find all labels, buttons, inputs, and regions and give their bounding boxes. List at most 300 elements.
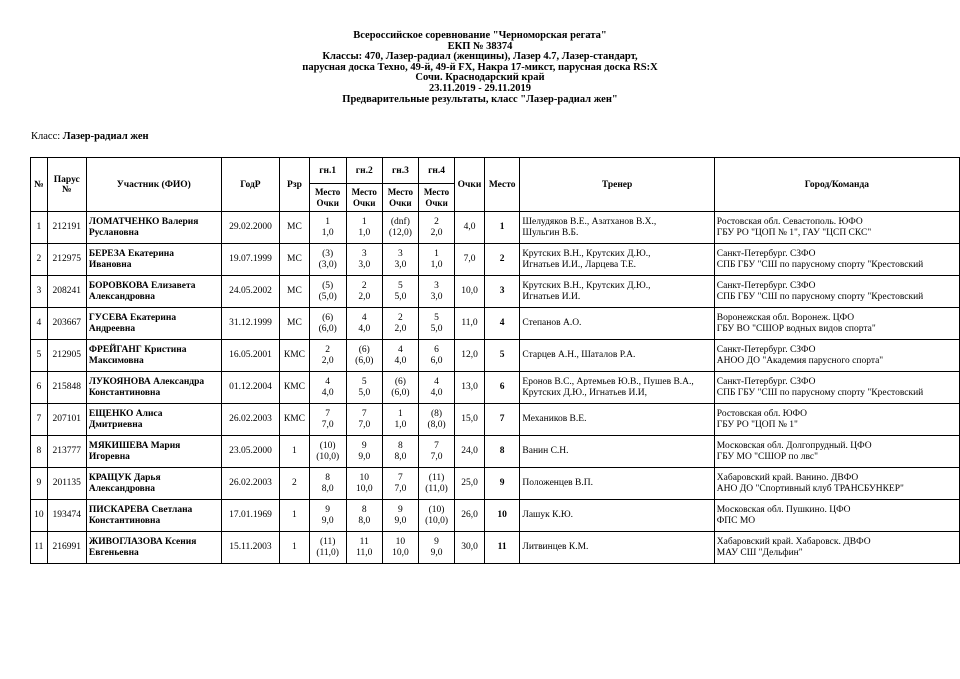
col-rank-header: Рзр [280, 158, 310, 212]
cell-sail: 216991 [47, 532, 86, 564]
participant-surname-name: ЛОМАТЧЕНКО Валерия [88, 216, 199, 227]
race-subheader [309, 184, 346, 212]
participant-patronymic: Максимовна [88, 355, 144, 366]
col-num-header: № [31, 158, 48, 212]
cell-points: 12,0 [455, 340, 485, 372]
participant-patronymic: Ивановна [88, 259, 132, 270]
cell-birth: 31.12.1999 [221, 308, 279, 340]
race-place: (10) [319, 440, 336, 451]
cell-race-4 [418, 532, 454, 564]
race-place: (10) [428, 504, 445, 515]
race-place: 2 [325, 344, 331, 355]
city-line: Воронежская обл. Воронеж. ЦФО [716, 312, 855, 323]
race-points: 5,0 [358, 387, 371, 398]
col-coach-header: Тренер [520, 158, 714, 212]
document-header [0, 31, 960, 105]
race-points: 3,0 [430, 291, 443, 302]
cell-num: 6 [31, 372, 48, 404]
race-place: 2 [434, 216, 439, 227]
race-place: (dnf) [390, 216, 410, 227]
cell-race-2 [346, 532, 382, 564]
cell-participant [86, 532, 221, 564]
race-subheader [418, 184, 454, 212]
cell-participant [86, 436, 221, 468]
cell-city-team [714, 308, 959, 340]
header-line: Предварительные результаты, класс "Лазер-радиал жен" [342, 93, 618, 105]
coach-line: Шелудяков В.Е., Азатханов В.Х., [522, 216, 657, 227]
race-points: 3,0 [358, 259, 371, 270]
team-line: ГБУ РО "ЦОП № 1", ГАУ "ЦСП СКС" [716, 227, 872, 238]
cell-race-2 [346, 468, 382, 500]
race-points: 9,0 [358, 451, 371, 462]
table-row [31, 212, 960, 244]
race-points: 4,0 [321, 387, 334, 398]
race-place: 1 [434, 248, 439, 259]
cell-race-2 [346, 404, 382, 436]
coach-line: Лашук К.Ю. [522, 510, 573, 520]
cell-race-4 [418, 212, 454, 244]
race-points: 2,0 [321, 355, 334, 366]
cell-race-3 [382, 468, 418, 500]
race-points: 8,0 [358, 515, 371, 526]
team-line: СПБ ГБУ "СШ по парусному спорту "Крестовский [716, 387, 924, 398]
cell-coach [520, 500, 714, 532]
race-place: (6) [322, 312, 334, 323]
race-place: (8) [431, 408, 443, 419]
race-place: 11 [359, 536, 369, 547]
cell-points: 25,0 [455, 468, 485, 500]
cell-race-4 [418, 436, 454, 468]
coach-line: Крутских Д.Ю., Игнатьев И.И, [522, 387, 647, 398]
race-points: 10,0 [392, 547, 409, 558]
participant-patronymic: Дмитриевна [88, 419, 143, 430]
cell-race-2 [346, 244, 382, 276]
race-place: 9 [398, 504, 403, 515]
city-line: Санкт-Петербург. СЗФО [716, 248, 816, 259]
city-line: Санкт-Петербург. СЗФО [716, 280, 816, 291]
team-line: СПБ ГБУ "СШ по парусному спорту "Крестовский [716, 291, 924, 302]
coach-line: Литвинцев К.М. [522, 542, 589, 552]
coach-line: Шульгин В.Б. [522, 227, 579, 238]
cell-sail: 203667 [47, 308, 86, 340]
cell-rank: КМС [280, 404, 310, 436]
header-line: 23.11.2019 - 29.11.2019 [428, 82, 532, 94]
subheader-place: Место [387, 186, 414, 197]
cell-sail: 207101 [47, 404, 86, 436]
race-place: (11) [319, 536, 336, 547]
participant-patronymic: Руслановна [88, 227, 139, 238]
race-place: 7 [361, 408, 367, 419]
col-place-header: Место [484, 158, 519, 212]
race-place: 4 [325, 376, 331, 387]
cell-race-1 [309, 212, 346, 244]
table-row [31, 532, 960, 564]
cell-coach [520, 372, 714, 404]
race-points: (11,0) [316, 547, 339, 558]
cell-city-team [714, 532, 959, 564]
table-header [31, 158, 960, 212]
col-name-header: Участник (ФИО) [86, 158, 221, 212]
race-points: 1,0 [321, 227, 334, 238]
race-points: 9,0 [430, 547, 443, 558]
team-line: ФПС МО [716, 515, 756, 526]
cell-birth: 01.12.2004 [221, 372, 279, 404]
coach-line: Старцев А.Н., Шаталов Р.А. [522, 350, 636, 360]
race-place: 9 [325, 504, 331, 515]
subheader-points: Очки [353, 197, 376, 208]
cell-points: 10,0 [455, 276, 485, 308]
cell-place: 11 [484, 532, 519, 564]
team-line: ГБУ ВО "СШОР водных видов спорта" [716, 323, 876, 334]
cell-points: 26,0 [455, 500, 485, 532]
race-place: 10 [395, 536, 406, 547]
race-points: 10,0 [355, 483, 373, 494]
participant-surname-name: ПИСКАРЕВА Светлана [88, 504, 193, 515]
cell-num: 5 [31, 340, 48, 372]
race-place: 7 [434, 440, 439, 451]
table-row [31, 276, 960, 308]
cell-participant [86, 276, 221, 308]
participant-surname-name: КРАЩУК Дарья [88, 472, 161, 483]
cell-place: 3 [484, 276, 519, 308]
cell-rank: 2 [280, 468, 310, 500]
cell-rank: КМС [280, 340, 310, 372]
cell-race-2 [346, 436, 382, 468]
header-line: Классы: 470, Лазер-радиал (женщины), Лазер 4.7, Лазер-стандарт, [322, 51, 638, 63]
cell-city-team [714, 244, 959, 276]
cell-points: 15,0 [455, 404, 485, 436]
participant-patronymic: Александровна [88, 291, 156, 302]
cell-coach [520, 212, 714, 244]
team-line: МАУ СШ "Дельфин" [716, 547, 803, 558]
cell-num: 7 [31, 404, 48, 436]
race-points: (3,0) [318, 259, 337, 270]
cell-num: 4 [31, 308, 48, 340]
cell-city-team [714, 212, 959, 244]
cell-num: 11 [31, 532, 48, 564]
cell-birth: 24.05.2002 [221, 276, 279, 308]
cell-birth: 17.01.1969 [221, 500, 279, 532]
race-points: 3,0 [394, 259, 407, 270]
cell-place: 7 [484, 404, 519, 436]
race-points: 5,0 [430, 323, 443, 334]
cell-rank: МС [280, 276, 310, 308]
race-points: 8,0 [321, 483, 334, 494]
cell-race-4 [418, 372, 454, 404]
cell-race-3 [382, 308, 418, 340]
race-place: 4 [361, 312, 367, 323]
cell-race-4 [418, 468, 454, 500]
cell-race-1 [309, 276, 346, 308]
race-points: 9,0 [394, 515, 407, 526]
cell-race-2 [346, 308, 382, 340]
cell-race-1 [309, 244, 346, 276]
cell-sail: 212975 [47, 244, 86, 276]
participant-patronymic: Игоревна [88, 451, 130, 462]
race-place: 4 [398, 344, 403, 355]
participant-surname-name: МЯКИШЕВА Мария [88, 440, 181, 451]
race-place: 3 [398, 248, 403, 259]
race-points: 9,0 [321, 515, 334, 526]
participant-patronymic: Константиновна [88, 515, 161, 526]
city-line: Хабаровский край. Ванино. ДВФО [716, 472, 859, 483]
table-row [31, 308, 960, 340]
race-points: 7,0 [430, 451, 443, 462]
cell-sail: 212905 [47, 340, 86, 372]
cell-rank: МС [280, 212, 310, 244]
cell-race-1 [309, 436, 346, 468]
cell-birth: 23.05.2000 [221, 436, 279, 468]
results-table [30, 157, 960, 564]
cell-num: 2 [31, 244, 48, 276]
race-subheader [346, 184, 382, 212]
cell-race-4 [418, 340, 454, 372]
cell-participant [86, 404, 221, 436]
subheader-place: Место [423, 186, 450, 197]
participant-surname-name: ЕЩЕНКО Алиса [88, 408, 163, 419]
cell-race-2 [346, 372, 382, 404]
cell-race-3 [382, 436, 418, 468]
cell-race-3 [382, 372, 418, 404]
participant-surname-name: ГУСЕВА Екатерина [88, 312, 177, 323]
table-row [31, 340, 960, 372]
header-line: Сочи. Краснодарский край [415, 72, 545, 84]
cell-race-4 [418, 308, 454, 340]
cell-points: 24,0 [455, 436, 485, 468]
subheader-place: Место [315, 186, 341, 197]
race-points: 4,0 [358, 323, 371, 334]
header-line: ЕКП № 38374 [447, 40, 513, 52]
participant-surname-name: ЖИВОГЛАЗОВА Ксения [88, 536, 197, 547]
cell-place: 9 [484, 468, 519, 500]
city-line: Московская обл. Пушкино. ЦФО [716, 504, 851, 515]
cell-race-3 [382, 340, 418, 372]
col-city-header: Город/Команда [714, 158, 959, 212]
cell-participant [86, 244, 221, 276]
cell-place: 4 [484, 308, 519, 340]
race-points: 8,0 [394, 451, 407, 462]
cell-participant [86, 212, 221, 244]
cell-rank: МС [280, 308, 310, 340]
class-value: Лазер-радиал жен [62, 131, 149, 142]
cell-race-3 [382, 244, 418, 276]
race-points: (8,0) [427, 419, 446, 430]
race-points: 4,0 [394, 355, 407, 366]
race-points: 1,0 [430, 259, 443, 270]
race-points: 11,0 [356, 547, 373, 558]
cell-participant [86, 468, 221, 500]
race-place: 2 [398, 312, 403, 323]
table-row [31, 436, 960, 468]
cell-race-4 [418, 404, 454, 436]
coach-line: Ванин С.Н. [522, 446, 569, 456]
cell-race-4 [418, 500, 454, 532]
coach-line: Крутских В.Н., Крутских Д.Ю., [522, 280, 651, 291]
team-line: ГБУ РО "ЦОП № 1" [716, 419, 798, 430]
race-place: (6) [358, 344, 370, 355]
cell-place: 5 [484, 340, 519, 372]
participant-patronymic: Александровна [88, 483, 156, 494]
participant-patronymic: Андреевна [88, 323, 136, 334]
city-line: Санкт-Петербург. СЗФО [716, 376, 816, 387]
participant-surname-name: БОРОВКОВА Елизавета [88, 280, 196, 291]
header-line: парусная доска Техно, 49-й, 49-й FX, Накра 17-микст, парусная доска RS:X [302, 61, 658, 73]
race-place: 7 [325, 408, 331, 419]
col-race2-header: гн.2 [346, 158, 382, 184]
cell-participant [86, 340, 221, 372]
cell-race-2 [346, 276, 382, 308]
cell-num: 9 [31, 468, 48, 500]
race-points: 7,0 [394, 483, 407, 494]
subheader-place: Место [351, 186, 377, 197]
table-row [31, 404, 960, 436]
cell-points: 7,0 [455, 244, 485, 276]
col-sail-header: Парус № [47, 158, 86, 212]
cell-race-3 [382, 404, 418, 436]
race-points: 2,0 [430, 227, 443, 238]
cell-participant [86, 372, 221, 404]
participant-surname-name: БЕРЕЗА Екатерина [88, 248, 175, 259]
cell-birth: 15.11.2003 [221, 532, 279, 564]
col-birth-header: ГодР [221, 158, 279, 212]
cell-race-1 [309, 468, 346, 500]
subheader-points: Очки [389, 197, 412, 208]
col-points-header: Очки [455, 158, 485, 212]
cell-city-team [714, 372, 959, 404]
cell-race-2 [346, 500, 382, 532]
col-race1-header: гн.1 [309, 158, 346, 184]
race-place: 1 [361, 216, 367, 227]
city-line: Ростовская обл. ЮФО [716, 408, 807, 419]
race-points: 1,0 [358, 227, 371, 238]
city-line: Ростовская обл. Севастополь. ЮФО [716, 216, 863, 227]
cell-rank: 1 [280, 436, 310, 468]
city-line: Московская обл. Долгопрудный. ЦФО [716, 440, 872, 451]
cell-rank: 1 [280, 532, 310, 564]
race-points: 6,0 [430, 355, 443, 366]
cell-city-team [714, 500, 959, 532]
cell-place: 8 [484, 436, 519, 468]
race-place: (5) [322, 280, 334, 291]
cell-num: 3 [31, 276, 48, 308]
cell-birth: 29.02.2000 [221, 212, 279, 244]
race-place: (3) [322, 248, 334, 259]
cell-birth: 26.02.2003 [221, 468, 279, 500]
race-place: (6) [394, 376, 406, 387]
cell-sail: 208241 [47, 276, 86, 308]
team-line: АНОО ДО "Академия парусного спорта" [716, 355, 884, 366]
cell-race-3 [382, 276, 418, 308]
cell-race-3 [382, 532, 418, 564]
race-place: 8 [361, 504, 367, 515]
cell-num: 8 [31, 436, 48, 468]
cell-points: 30,0 [455, 532, 485, 564]
cell-place: 6 [484, 372, 519, 404]
cell-rank: КМС [280, 372, 310, 404]
race-place: 6 [434, 344, 439, 355]
cell-sail: 201135 [47, 468, 86, 500]
city-line: Хабаровский край. Хабаровск. ДВФО [716, 536, 871, 547]
participant-surname-name: ЛУКОЯНОВА Александра [88, 376, 205, 387]
coach-line: Крутских В.Н., Крутских Д.Ю., [522, 248, 651, 259]
cell-coach [520, 436, 714, 468]
race-points: 5,0 [394, 291, 407, 302]
cell-race-1 [309, 532, 346, 564]
race-points: (6,0) [355, 355, 374, 366]
race-place: 2 [361, 280, 367, 291]
cell-birth: 26.02.2003 [221, 404, 279, 436]
race-place: 3 [361, 248, 367, 259]
cell-place: 10 [484, 500, 519, 532]
cell-race-4 [418, 276, 454, 308]
cell-participant [86, 500, 221, 532]
cell-city-team [714, 436, 959, 468]
race-points: (12,0) [388, 227, 412, 238]
cell-coach [520, 404, 714, 436]
participant-surname-name: ФРЕЙГАНГ Кристина [88, 344, 187, 355]
cell-birth: 16.05.2001 [221, 340, 279, 372]
cell-coach [520, 244, 714, 276]
cell-num: 1 [31, 212, 48, 244]
race-points: 2,0 [394, 323, 407, 334]
cell-city-team [714, 276, 959, 308]
race-points: (6,0) [318, 323, 337, 334]
race-place: 5 [361, 376, 367, 387]
subheader-points: Очки [425, 197, 448, 208]
class-label-line [31, 131, 149, 142]
col-race4-header: гн.4 [418, 158, 454, 184]
cell-race-3 [382, 500, 418, 532]
cell-points: 11,0 [455, 308, 485, 340]
table-row [31, 244, 960, 276]
cell-coach [520, 532, 714, 564]
cell-rank: 1 [280, 500, 310, 532]
team-line: СПБ ГБУ "СШ по парусному спорту "Крестовский [716, 259, 924, 270]
cell-place: 1 [484, 212, 519, 244]
cell-race-1 [309, 340, 346, 372]
team-line: ГБУ МО "СШОР по лвс" [716, 451, 818, 462]
coach-line: Еронов В.С., Артемьев Ю.В., Пушев В.А., [522, 376, 694, 387]
race-place: 9 [361, 440, 367, 451]
participant-patronymic: Константиновна [88, 387, 161, 398]
race-points: (10,0) [425, 515, 449, 526]
cell-coach [520, 308, 714, 340]
race-place: 1 [398, 408, 403, 419]
cell-birth: 19.07.1999 [221, 244, 279, 276]
race-points: (6,0) [391, 387, 410, 398]
race-place: 3 [434, 280, 439, 291]
race-place: 8 [398, 440, 403, 451]
race-place: 5 [398, 280, 403, 291]
cell-race-2 [346, 212, 382, 244]
class-label: Класс: [31, 131, 61, 142]
table-row [31, 500, 960, 532]
cell-points: 4,0 [455, 212, 485, 244]
race-points: 7,0 [321, 419, 334, 430]
coach-line: Игнатьев И.И., Ларцева Т.Е. [522, 259, 637, 270]
cell-participant [86, 308, 221, 340]
coach-line: Механиков В.Е. [522, 414, 587, 424]
race-subheader [382, 184, 418, 212]
cell-coach [520, 276, 714, 308]
subheader-points: Очки [316, 197, 339, 208]
cell-coach [520, 340, 714, 372]
cell-race-1 [309, 404, 346, 436]
race-points: 4,0 [430, 387, 443, 398]
cell-city-team [714, 468, 959, 500]
cell-coach [520, 468, 714, 500]
cell-city-team [714, 340, 959, 372]
